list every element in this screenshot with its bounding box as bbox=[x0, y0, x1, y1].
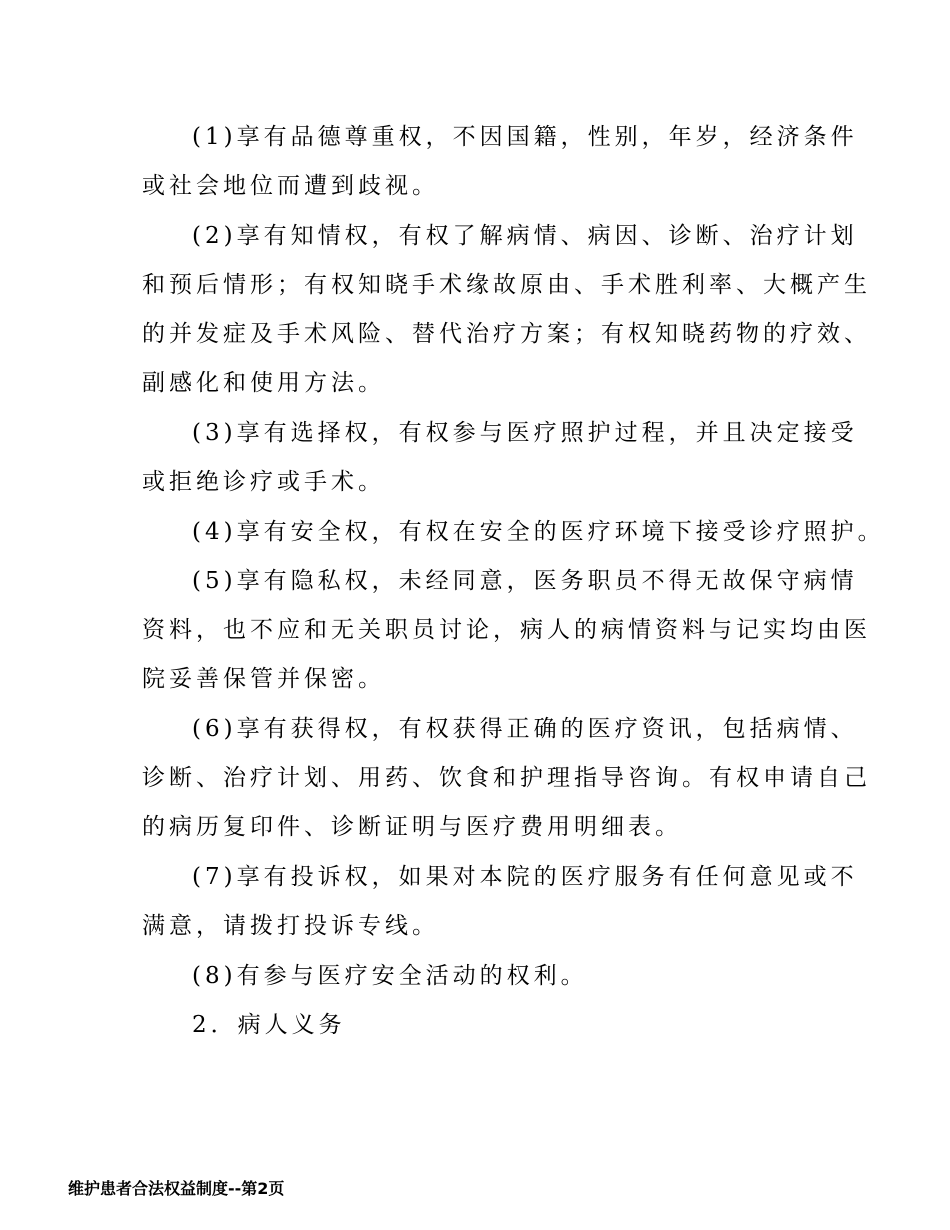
text-line: (7)享有投诉权，如果对本院的医疗服务有任何意见或不 bbox=[192, 864, 858, 890]
text-line: 和预后情形；有权知晓手术缘故原由、手术胜利率、大概产生 bbox=[142, 272, 871, 298]
page-footer: 维护患者合法权益制度--第2页 bbox=[68, 1179, 285, 1198]
text-line: 诊断、治疗计划、用药、饮食和护理指导咨询。有权申请自己 bbox=[142, 765, 871, 791]
text-line: 院妥善保管并保密。 bbox=[142, 666, 385, 692]
text-line: 副感化和使用方法。 bbox=[142, 370, 385, 396]
paragraph-right-1 bbox=[142, 113, 858, 211]
text-line: (1)享有品德尊重权，不因国籍，性别，年岁，经济条件 bbox=[192, 124, 858, 150]
text-line: (5)享有隐私权，未经同意，医务职员不得无故保守病情 bbox=[192, 568, 858, 594]
text-line: 满意，请拨打投诉专线。 bbox=[142, 913, 439, 939]
paragraph-right-5 bbox=[142, 557, 871, 704]
text-line: (8)有参与医疗安全活动的权利。 bbox=[192, 963, 588, 989]
text-line: (3)享有选择权，有权参与医疗照护过程，并且决定接受 bbox=[192, 420, 858, 446]
paragraph-right-2 bbox=[142, 212, 871, 408]
text-line: 或社会地位而遭到歧视。 bbox=[142, 173, 439, 199]
text-line: 的病历复印件、诊断证明与医疗费用明细表。 bbox=[142, 814, 682, 840]
paragraph-right-6 bbox=[142, 705, 871, 852]
paragraph-right-8 bbox=[142, 952, 822, 1001]
text-line: (2)享有知情权，有权了解病情、病因、诊断、治疗计划 bbox=[192, 223, 858, 249]
text-line: 的并发症及手术风险、替代治疗方案；有权知晓药物的疗效、 bbox=[142, 321, 871, 347]
paragraph-right-7 bbox=[142, 853, 858, 951]
text-line: 或拒绝诊疗或手术。 bbox=[142, 469, 385, 495]
text-line: (6)享有获得权，有权获得正确的医疗资讯，包括病情、 bbox=[192, 716, 858, 742]
text-line: 资料，也不应和无关职员讨论，病人的病情资料与记实均由医 bbox=[142, 617, 871, 643]
text-line: (4)享有安全权，有权在安全的医疗环境下接受诊疗照护。 bbox=[192, 519, 885, 545]
paragraph-right-4 bbox=[142, 508, 885, 557]
paragraph-right-3 bbox=[142, 409, 858, 507]
heading-text: 2．病人义务 bbox=[192, 1012, 346, 1038]
section-heading bbox=[142, 1001, 822, 1050]
